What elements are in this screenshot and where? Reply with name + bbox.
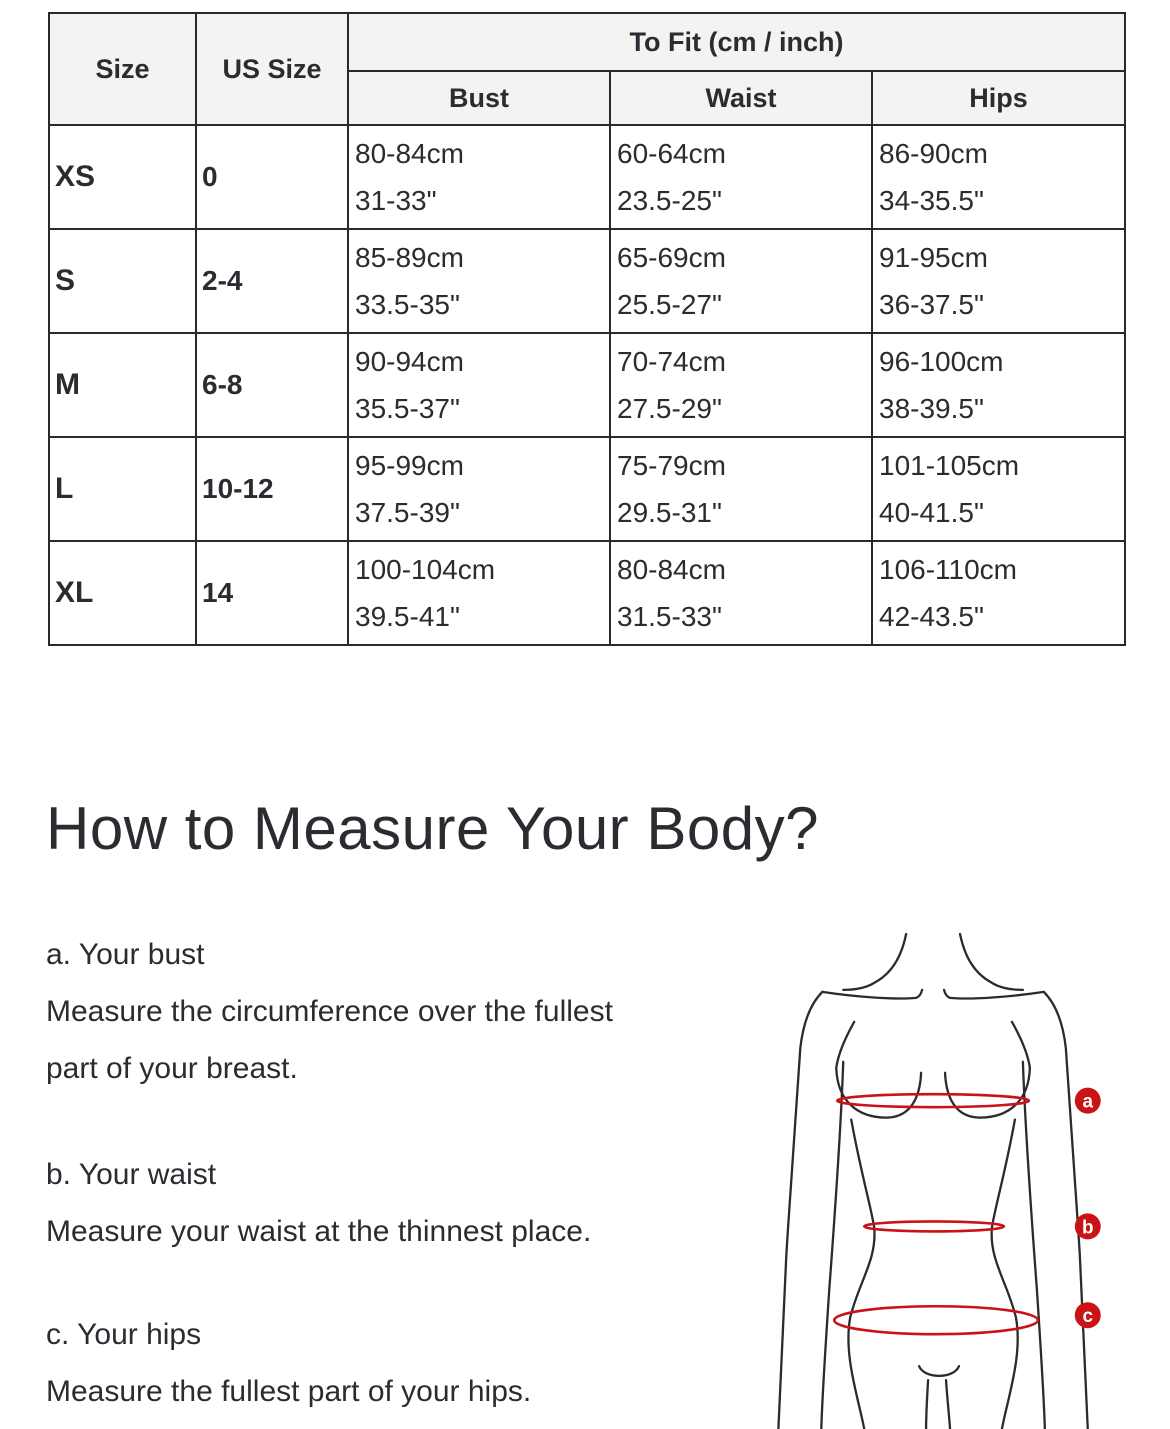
body-figure-svg bbox=[770, 930, 1170, 1429]
waist-cm: 80-84cm bbox=[617, 554, 726, 585]
bust-inch: 35.5-37" bbox=[355, 393, 460, 424]
us-size-cell: 10-12 bbox=[196, 437, 348, 541]
bust-measure-line bbox=[837, 1094, 1029, 1107]
bust-instruction bbox=[46, 926, 613, 1097]
bust-cell bbox=[348, 541, 610, 645]
waist-instruction-title: b. Your waist bbox=[46, 1158, 217, 1191]
badge-a bbox=[1075, 1088, 1101, 1114]
underarm-left-line bbox=[836, 1022, 854, 1068]
hips-instruction-title: c. Your hips bbox=[46, 1318, 202, 1351]
table-row-xl bbox=[49, 541, 1125, 645]
hips-instruction-line: Measure the fullest part of your hips. bbox=[46, 1375, 532, 1408]
waist-inch: 25.5-27" bbox=[617, 289, 722, 320]
table-row-s bbox=[49, 229, 1125, 333]
size-cell: S bbox=[49, 229, 196, 333]
to-fit-header: To Fit (cm / inch) bbox=[348, 13, 1125, 71]
badge-b bbox=[1075, 1213, 1101, 1239]
neck-right-line bbox=[960, 934, 1023, 990]
bust-inch: 37.5-39" bbox=[355, 497, 460, 528]
waist-inch: 23.5-25" bbox=[617, 185, 722, 216]
us-size-cell: 0 bbox=[196, 125, 348, 229]
bust-instruction-line: part of your breast. bbox=[46, 1052, 298, 1085]
hips-cell bbox=[872, 229, 1125, 333]
torso-left-line bbox=[848, 1120, 874, 1429]
hips-cm: 91-95cm bbox=[879, 242, 988, 273]
bust-inch: 39.5-41" bbox=[355, 601, 460, 632]
shoulder-right-line bbox=[944, 990, 1044, 999]
crotch-curve bbox=[919, 1366, 959, 1376]
badge-c-label: c bbox=[1082, 1306, 1094, 1328]
hips-measure-line bbox=[834, 1306, 1038, 1334]
bust-cm: 95-99cm bbox=[355, 450, 464, 481]
size-cell: XS bbox=[49, 125, 196, 229]
hips-inch: 38-39.5" bbox=[879, 393, 984, 424]
bust-instruction-title: a. Your bust bbox=[46, 938, 205, 971]
body-outline bbox=[778, 934, 1087, 1429]
measure-badges bbox=[1075, 1088, 1101, 1329]
bust-cell bbox=[348, 333, 610, 437]
bust-cell bbox=[348, 437, 610, 541]
hips-cell bbox=[872, 125, 1125, 229]
breast-left-curve bbox=[836, 1068, 921, 1118]
hips-inch: 36-37.5" bbox=[879, 289, 984, 320]
bust-cm: 100-104cm bbox=[355, 554, 496, 585]
page-title: How to Measure Your Body? bbox=[46, 795, 819, 862]
badge-c bbox=[1075, 1302, 1101, 1328]
size-cell: L bbox=[49, 437, 196, 541]
arm-right-inner-line bbox=[1023, 1062, 1045, 1429]
badge-b-label: b bbox=[1081, 1217, 1094, 1239]
arm-left-outer-line bbox=[778, 992, 822, 1429]
waist-measure-line bbox=[864, 1221, 1004, 1231]
waist-column-header: Waist bbox=[610, 71, 872, 125]
bust-cell bbox=[348, 229, 610, 333]
arm-right-outer-line bbox=[1044, 992, 1088, 1429]
hips-cell bbox=[872, 437, 1125, 541]
hips-instruction bbox=[46, 1306, 531, 1420]
bust-cm: 85-89cm bbox=[355, 242, 464, 273]
waist-cm: 65-69cm bbox=[617, 242, 726, 273]
waist-cm: 75-79cm bbox=[617, 450, 726, 481]
size-cell: XL bbox=[49, 541, 196, 645]
size-column-header: Size bbox=[49, 13, 196, 125]
waist-cell bbox=[610, 541, 872, 645]
hips-inch: 40-41.5" bbox=[879, 497, 984, 528]
us-size-cell: 6-8 bbox=[196, 333, 348, 437]
measure-lines bbox=[834, 1094, 1038, 1334]
hips-cm: 101-105cm bbox=[879, 450, 1020, 481]
leg-left-inner-line bbox=[926, 1380, 928, 1429]
bust-column-header: Bust bbox=[348, 71, 610, 125]
waist-cell bbox=[610, 333, 872, 437]
table-row-xs bbox=[49, 125, 1125, 229]
table-row-m bbox=[49, 333, 1125, 437]
size-cell: M bbox=[49, 333, 196, 437]
us-size-cell: 2-4 bbox=[196, 229, 348, 333]
header-row-1 bbox=[49, 13, 1125, 71]
bust-cell bbox=[348, 125, 610, 229]
waist-inch: 31.5-33" bbox=[617, 601, 722, 632]
us-size-column-header: US Size bbox=[196, 13, 348, 125]
arm-left-inner-line bbox=[821, 1062, 843, 1429]
waist-inch: 29.5-31" bbox=[617, 497, 722, 528]
waist-cell bbox=[610, 229, 872, 333]
waist-cell bbox=[610, 437, 872, 541]
neck-left-line bbox=[843, 934, 906, 990]
underarm-right-line bbox=[1012, 1022, 1030, 1068]
size-chart-table bbox=[48, 12, 1126, 646]
shoulder-left-line bbox=[822, 990, 922, 999]
waist-instruction bbox=[46, 1146, 591, 1260]
bust-inch: 31-33" bbox=[355, 185, 437, 216]
leg-right-inner-line bbox=[946, 1380, 950, 1429]
hips-cm: 106-110cm bbox=[879, 554, 1018, 585]
table-row-l bbox=[49, 437, 1125, 541]
waist-instruction-line: Measure your waist at the thinnest place. bbox=[46, 1215, 592, 1248]
body-measurement-figure bbox=[770, 930, 1170, 1429]
hips-cell bbox=[872, 541, 1125, 645]
bust-instruction-line: Measure the circumference over the fullest bbox=[46, 995, 613, 1028]
bust-cm: 90-94cm bbox=[355, 346, 464, 377]
badge-a-label: a bbox=[1082, 1091, 1094, 1113]
hips-column-header: Hips bbox=[872, 71, 1125, 125]
bust-inch: 33.5-35" bbox=[355, 289, 460, 320]
us-size-cell: 14 bbox=[196, 541, 348, 645]
waist-cell bbox=[610, 125, 872, 229]
hips-inch: 34-35.5" bbox=[879, 185, 984, 216]
torso-right-line bbox=[992, 1120, 1018, 1429]
waist-cm: 70-74cm bbox=[617, 346, 726, 377]
breast-right-curve bbox=[945, 1068, 1030, 1118]
waist-cm: 60-64cm bbox=[617, 138, 726, 169]
bust-cm: 80-84cm bbox=[355, 138, 464, 169]
hips-cm: 96-100cm bbox=[879, 346, 1004, 377]
hips-cell bbox=[872, 333, 1125, 437]
hips-inch: 42-43.5" bbox=[879, 601, 984, 632]
hips-cm: 86-90cm bbox=[879, 138, 988, 169]
waist-inch: 27.5-29" bbox=[617, 393, 722, 424]
